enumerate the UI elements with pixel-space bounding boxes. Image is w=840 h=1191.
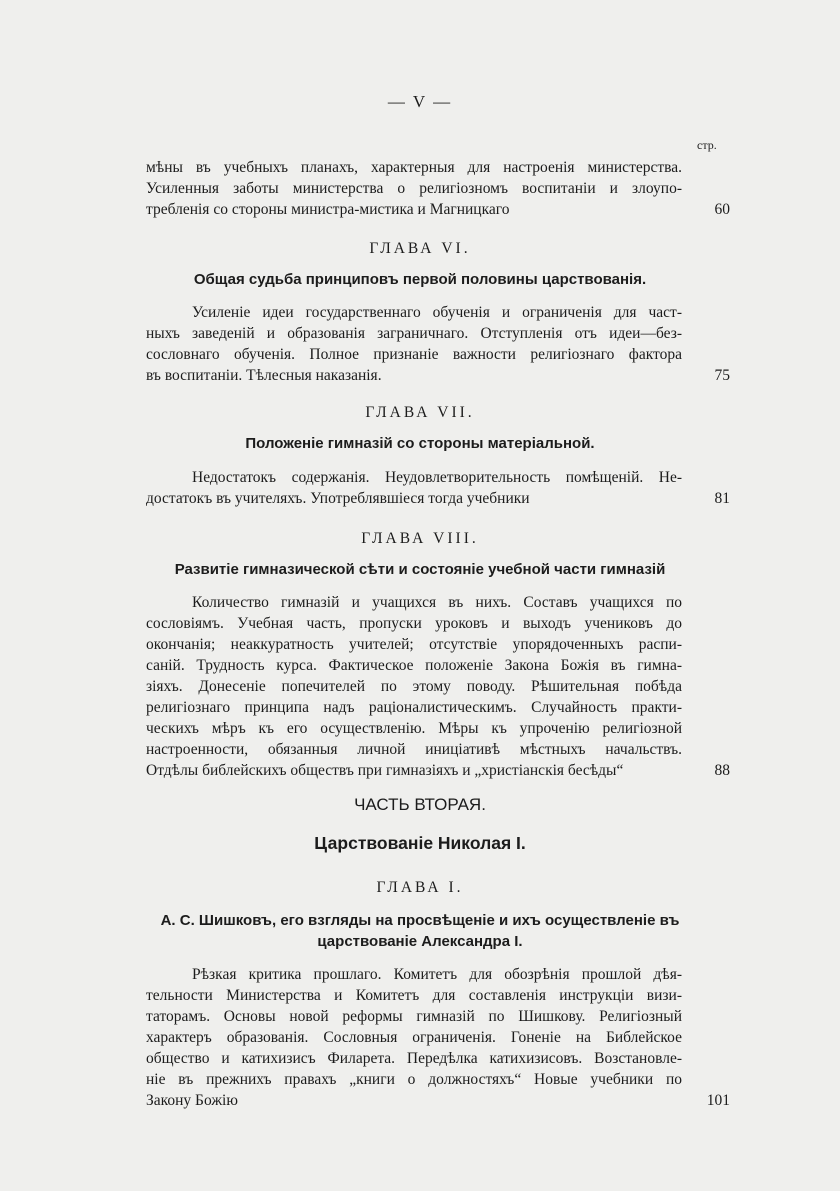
toc-text-line: Усиленныя заботы министерства о религіозномъ воспитаніи и злоупо-	[146, 180, 682, 197]
toc-page-number: 60	[714, 201, 730, 218]
chapter-heading: Общая судьба принциповъ первой половины царствованія.	[193, 271, 647, 288]
toc-text-line: достатокъ въ учителяхъ. Употреблявшіеся тогда учебники	[146, 490, 530, 507]
part-title: ЧАСТЬ ВТОРАЯ.	[354, 795, 486, 814]
chapter-heading: А. С. Шишковъ, его взгляды на просвѣщеніе и ихъ осуществленіе въ	[160, 912, 680, 929]
toc-page-number: 81	[714, 490, 730, 507]
toc-text-line: зіяхъ. Донесеніе попечителей по этому поводу. Рѣшительная побѣда	[146, 678, 682, 695]
chapter-title: ГЛАВА VIII.	[361, 530, 479, 547]
chapter-title: ГЛАВА VII.	[365, 404, 475, 421]
toc-text-line: таторамъ. Основы новой реформы гимназій по Шишкову. Религіозный	[146, 1008, 682, 1025]
toc-text-line: въ воспитаніи. Тѣлесныя наказанія.	[146, 367, 382, 384]
toc-entry-continuation	[146, 157, 682, 220]
toc-text-line: окончанія; неаккуратность учителей; отсутствіе упорядоченныхъ распи-	[146, 636, 682, 653]
toc-text-line: ныхъ заведеній и образованія заграничнаго. Отступленія отъ идеи—без-	[146, 325, 682, 342]
reign-title: Царствованіе Николая I.	[314, 833, 526, 853]
toc-text-line: Отдѣлы библейскихъ обществъ при гимназіяхъ и „христіанскія бесѣды“	[146, 762, 624, 779]
toc-text-line: мѣны въ учебныхъ планахъ, характерныя для настроенія министерства.	[146, 159, 682, 176]
page-number-header: — V —	[387, 92, 453, 111]
toc-text-line: Рѣзкая критика прошлаго. Комитетъ для обозрѣнія прошлой дѣя-	[192, 966, 682, 983]
toc-text-line: Недостатокъ содержанія. Неудовлетворительность помѣщеній. Не-	[192, 469, 682, 486]
toc-text-line: Закону Божію	[146, 1092, 238, 1109]
toc-entry-chapter-8	[146, 592, 682, 781]
chapter-heading: Положеніе гимназій со стороны матеріальной.	[245, 435, 595, 452]
toc-entry-part2-chapter-1	[146, 964, 682, 1111]
toc-text-line: ческихъ мѣръ къ его осуществленію. Мѣры къ упроченію религіозной	[146, 720, 682, 737]
toc-page-number: 88	[714, 762, 730, 779]
toc-text-line: общество и катихизисъ Филарета. Передѣлка катихизисовъ. Возстановле-	[146, 1050, 682, 1067]
toc-text-line: требленія со стороны министра-мистика и Магницкаго	[146, 201, 510, 218]
toc-text-line: сословнаго обученія. Полное признаніе важности религіознаго фактора	[146, 346, 682, 363]
chapter-heading-continued: царствованіе Александра I.	[317, 933, 523, 950]
page-column-label: стр.	[697, 138, 717, 152]
toc-text-line: настроенности, обязанныя личной иниціативѣ мѣстныхъ начальствъ.	[146, 741, 682, 758]
toc-entry-chapter-6	[146, 302, 682, 386]
chapter-heading: Развитіе гимназической сѣти и состояніе учебной части гимназій	[174, 561, 666, 578]
toc-page-number: 75	[714, 367, 730, 384]
toc-text-line: Количество гимназій и учащихся въ нихъ. Составъ учащихся по	[192, 594, 682, 611]
chapter-title: ГЛАВА VI.	[369, 240, 471, 257]
toc-page-number: 101	[706, 1092, 730, 1109]
toc-text-line: ніе въ прежнихъ правахъ „книги о должностяхъ“ Новые учебники по	[146, 1071, 682, 1088]
toc-text-line: религіознаго принципа надъ раціоналистическимъ. Случайность практи-	[146, 699, 682, 716]
toc-entry-chapter-7	[146, 467, 682, 509]
toc-text-line: тельности Министерства и Комитетъ для составленія инструкціи визи-	[146, 987, 682, 1004]
chapter-title: ГЛАВА I.	[376, 879, 464, 896]
toc-text-line: Усиленіе идеи государственнаго обученія и ограниченія для част-	[192, 304, 682, 321]
toc-text-line: характеръ образованія. Сословныя ограниченія. Гоненіе на Библейское	[146, 1029, 682, 1046]
toc-text-line: саній. Трудность курса. Фактическое положеніе Закона Божія въ гимна-	[146, 657, 682, 674]
toc-text-line: сословіямъ. Учебная часть, пропуски уроковъ и выходъ учениковъ до	[146, 615, 682, 632]
